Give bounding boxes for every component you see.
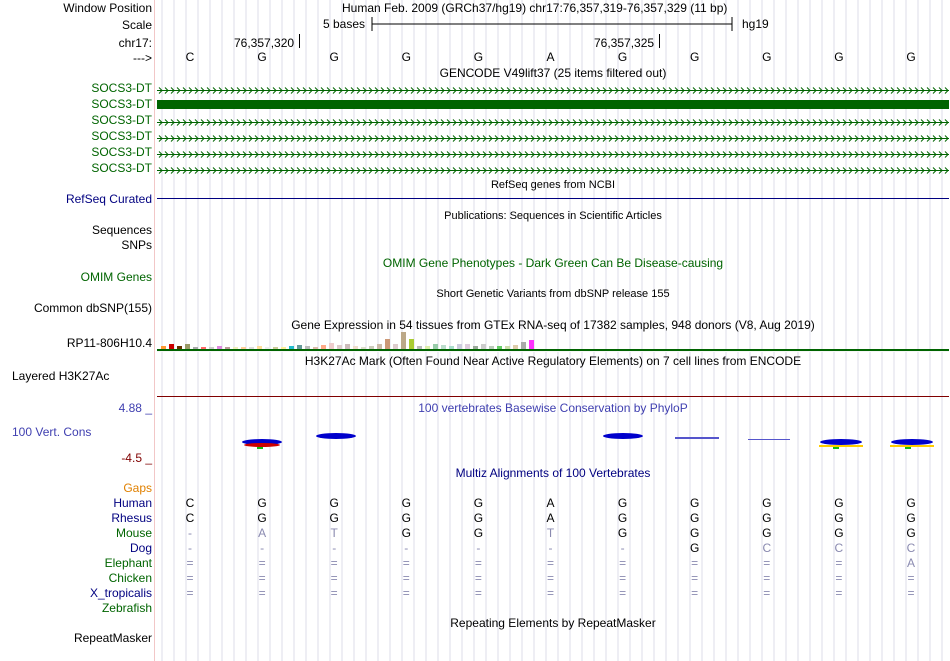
sequences-label[interactable]: Sequences: [91, 223, 152, 237]
aligned-base: =: [330, 571, 338, 585]
gtex-gene-line[interactable]: [157, 349, 949, 351]
aligned-base: G: [906, 511, 916, 525]
aligned-base: G: [834, 526, 844, 540]
sequence-base: G: [834, 50, 844, 64]
coordinate-tick-1-mark: [299, 34, 300, 48]
refseq-feature-line[interactable]: [157, 198, 949, 199]
species-label[interactable]: Rhesus: [111, 511, 152, 525]
aligned-base: -: [620, 541, 625, 555]
repeatmasker-label[interactable]: RepeatMasker: [73, 631, 152, 645]
h3k27ac-label[interactable]: Layered H3K27Ac: [12, 369, 110, 383]
aligned-base: =: [330, 586, 338, 600]
aligned-base: =: [186, 556, 194, 570]
omim-label[interactable]: OMIM Genes: [80, 270, 152, 284]
snps-label[interactable]: SNPs: [121, 238, 152, 252]
gencode-intron-line[interactable]: [157, 116, 949, 125]
aligned-base: G: [617, 511, 628, 525]
aligned-base: -: [548, 541, 553, 555]
aligned-base: =: [763, 571, 771, 585]
aligned-base: =: [258, 571, 266, 585]
h3k27ac-baseline[interactable]: [157, 396, 949, 397]
aligned-base: =: [474, 556, 482, 570]
omim-track-title[interactable]: OMIM Gene Phenotypes - Dark Green Can Be Disease-causing: [382, 256, 724, 270]
gencode-track-title[interactable]: GENCODE V49lift37 (25 items filtered out): [439, 66, 667, 80]
gaps-label[interactable]: Gaps: [123, 481, 152, 495]
species-label[interactable]: Elephant: [104, 556, 152, 570]
aligned-base: G: [690, 511, 700, 525]
conservation-track-title[interactable]: 100 vertebrates Basewise Conservation by PhyloP: [418, 401, 688, 415]
multiz-track-title[interactable]: Multiz Alignments of 100 Vertebrates: [455, 466, 651, 480]
gencode-exon-bar[interactable]: [157, 100, 949, 109]
aligned-base: C: [762, 541, 772, 555]
gencode-item-label[interactable]: SOCS3-DT: [91, 113, 152, 127]
species-label[interactable]: Dog: [129, 541, 152, 555]
aligned-base: =: [186, 571, 194, 585]
conservation-logo-g6: [819, 439, 863, 449]
gtex-label[interactable]: RP11-806H10.4: [66, 336, 152, 350]
aligned-base: G: [834, 511, 844, 525]
gencode-item-label[interactable]: SOCS3-DT: [91, 129, 152, 143]
sequence-base: G: [690, 50, 700, 64]
aligned-base: C: [185, 511, 195, 525]
species-label[interactable]: Zebrafish: [101, 601, 152, 615]
aligned-base: =: [186, 586, 194, 600]
aligned-base: G: [762, 496, 772, 510]
aligned-base: G: [690, 541, 700, 555]
conservation-logo-g7: [890, 439, 934, 449]
chromosome-label: chr17:: [118, 36, 152, 50]
aligned-base: T: [330, 526, 338, 540]
aligned-base: G: [257, 511, 267, 525]
aligned-base: =: [907, 571, 915, 585]
aligned-base: -: [188, 526, 192, 540]
aligned-base: =: [835, 586, 843, 600]
aligned-base: =: [763, 586, 771, 600]
aligned-base: G: [906, 496, 916, 510]
aligned-base: G: [690, 526, 700, 540]
aligned-base: =: [691, 556, 699, 570]
aligned-base: =: [258, 586, 266, 600]
aligned-base: =: [258, 556, 266, 570]
aligned-base: =: [691, 586, 699, 600]
conservation-logo[interactable]: [157, 428, 949, 452]
aligned-base: -: [260, 541, 265, 555]
aligned-base: =: [619, 556, 627, 570]
window-position-value: Human Feb. 2009 (GRCh37/hg19) chr17:76,357,319-76,357,329 (11 bp): [342, 1, 728, 15]
h3k27ac-track-title[interactable]: H3K27Ac Mark (Often Found Near Active Regulatory Elements) on 7 cell lines from ENCODE: [304, 354, 802, 368]
gencode-intron-line[interactable]: [157, 164, 949, 173]
gencode-item-label[interactable]: SOCS3-DT: [91, 81, 152, 95]
species-label[interactable]: Human: [113, 496, 152, 510]
sequence-base: A: [546, 50, 555, 64]
aligned-base: G: [329, 511, 339, 525]
sequence-base: G: [906, 50, 916, 64]
conservation-logo-g5: [748, 439, 790, 440]
sequence-base: G: [329, 50, 339, 64]
conservation-logo-g2: [316, 433, 356, 439]
aligned-base: =: [402, 586, 410, 600]
sequence-base: G: [401, 50, 411, 64]
sequence-base: C: [185, 50, 195, 64]
gencode-intron-line[interactable]: [157, 148, 949, 157]
label-divider[interactable]: [154, 0, 155, 661]
aligned-base: C: [906, 541, 916, 555]
aligned-base: G: [906, 526, 916, 540]
aligned-base: G: [690, 496, 700, 510]
gtex-track-title[interactable]: Gene Expression in 54 tissues from GTEx RNA-seq of 17382 samples, 948 donors (V8, Aug 2019): [291, 318, 815, 332]
aligned-base: =: [546, 556, 554, 570]
conservation-label[interactable]: 100 Vert. Cons: [12, 425, 92, 439]
gencode-item-label[interactable]: SOCS3-DT: [91, 161, 152, 175]
species-label[interactable]: Mouse: [115, 526, 152, 540]
sequence-base: G: [762, 50, 772, 64]
scale-value: 5 bases: [323, 17, 366, 31]
aligned-base: G: [473, 526, 484, 540]
aligned-base: A: [258, 526, 267, 540]
aligned-base: G: [834, 496, 844, 510]
sequence-base: G: [257, 50, 267, 64]
aligned-base: A: [906, 556, 915, 570]
publications-track-title[interactable]: Publications: Sequences in Scientific Articles: [444, 210, 662, 222]
aligned-base: =: [835, 571, 843, 585]
repeatmasker-track-title[interactable]: Repeating Elements by RepeatMasker: [450, 616, 656, 630]
species-label[interactable]: X_tropicalis: [89, 586, 152, 600]
conservation-logo-g3: [603, 433, 643, 439]
aligned-base: G: [473, 496, 484, 510]
aligned-base: -: [332, 541, 337, 555]
aligned-base: G: [762, 526, 772, 540]
gencode-item-label[interactable]: SOCS3-DT: [91, 97, 152, 111]
conservation-logo-g4: [675, 437, 719, 439]
aligned-base: =: [763, 556, 771, 570]
aligned-base: =: [691, 571, 699, 585]
aligned-base: G: [617, 526, 628, 540]
scale-assembly: hg19: [742, 17, 769, 31]
aligned-base: G: [762, 511, 772, 525]
aligned-base: G: [401, 511, 411, 525]
aligned-base: -: [188, 541, 192, 555]
conservation-logo-g1: [242, 439, 282, 449]
aligned-base: G: [617, 496, 628, 510]
sequence-base: G: [617, 50, 628, 64]
dbsnp-track-title[interactable]: Short Genetic Variants from dbSNP release 155: [436, 288, 670, 300]
aligned-base: G: [401, 496, 411, 510]
aligned-base: -: [404, 541, 409, 555]
gencode-item-label[interactable]: SOCS3-DT: [91, 145, 152, 159]
aligned-base: =: [474, 586, 482, 600]
aligned-base: =: [474, 571, 482, 585]
conservation-max-value: 4.88 _: [118, 401, 152, 415]
aligned-base: G: [329, 496, 339, 510]
scale-bar: [370, 16, 736, 32]
aligned-base: A: [546, 511, 555, 525]
aligned-base: C: [185, 496, 195, 510]
aligned-base: G: [473, 511, 484, 525]
aligned-base: =: [619, 586, 627, 600]
window-position-label: Window Position: [63, 1, 152, 15]
aligned-base: =: [619, 571, 627, 585]
aligned-base: =: [402, 571, 410, 585]
aligned-base: =: [546, 586, 554, 600]
aligned-base: G: [257, 496, 267, 510]
sequence-base: G: [473, 50, 484, 64]
aligned-base: C: [834, 541, 844, 555]
gencode-intron-line[interactable]: [157, 84, 949, 93]
coordinate-tick-1: 76,357,320: [234, 36, 295, 50]
aligned-base: A: [546, 496, 555, 510]
conservation-min-value: -4.5 _: [121, 451, 152, 465]
aligned-base: -: [476, 541, 481, 555]
scale-label: Scale: [121, 18, 152, 32]
aligned-base: =: [907, 586, 915, 600]
refseq-track-title[interactable]: RefSeq genes from NCBI: [490, 179, 616, 191]
aligned-base: =: [835, 556, 843, 570]
aligned-base: =: [330, 556, 338, 570]
aligned-base: =: [402, 556, 410, 570]
aligned-base: T: [546, 526, 555, 540]
aligned-base: G: [401, 526, 411, 540]
dbsnp-label[interactable]: Common dbSNP(155): [33, 301, 152, 315]
refseq-label[interactable]: RefSeq Curated: [65, 192, 152, 206]
coordinate-tick-2: 76,357,325: [594, 36, 655, 50]
aligned-base: =: [546, 571, 554, 585]
coordinate-tick-2-mark: [659, 34, 660, 48]
species-label[interactable]: Chicken: [108, 571, 152, 585]
gencode-intron-line[interactable]: [157, 132, 949, 141]
strand-label: --->: [133, 51, 152, 65]
